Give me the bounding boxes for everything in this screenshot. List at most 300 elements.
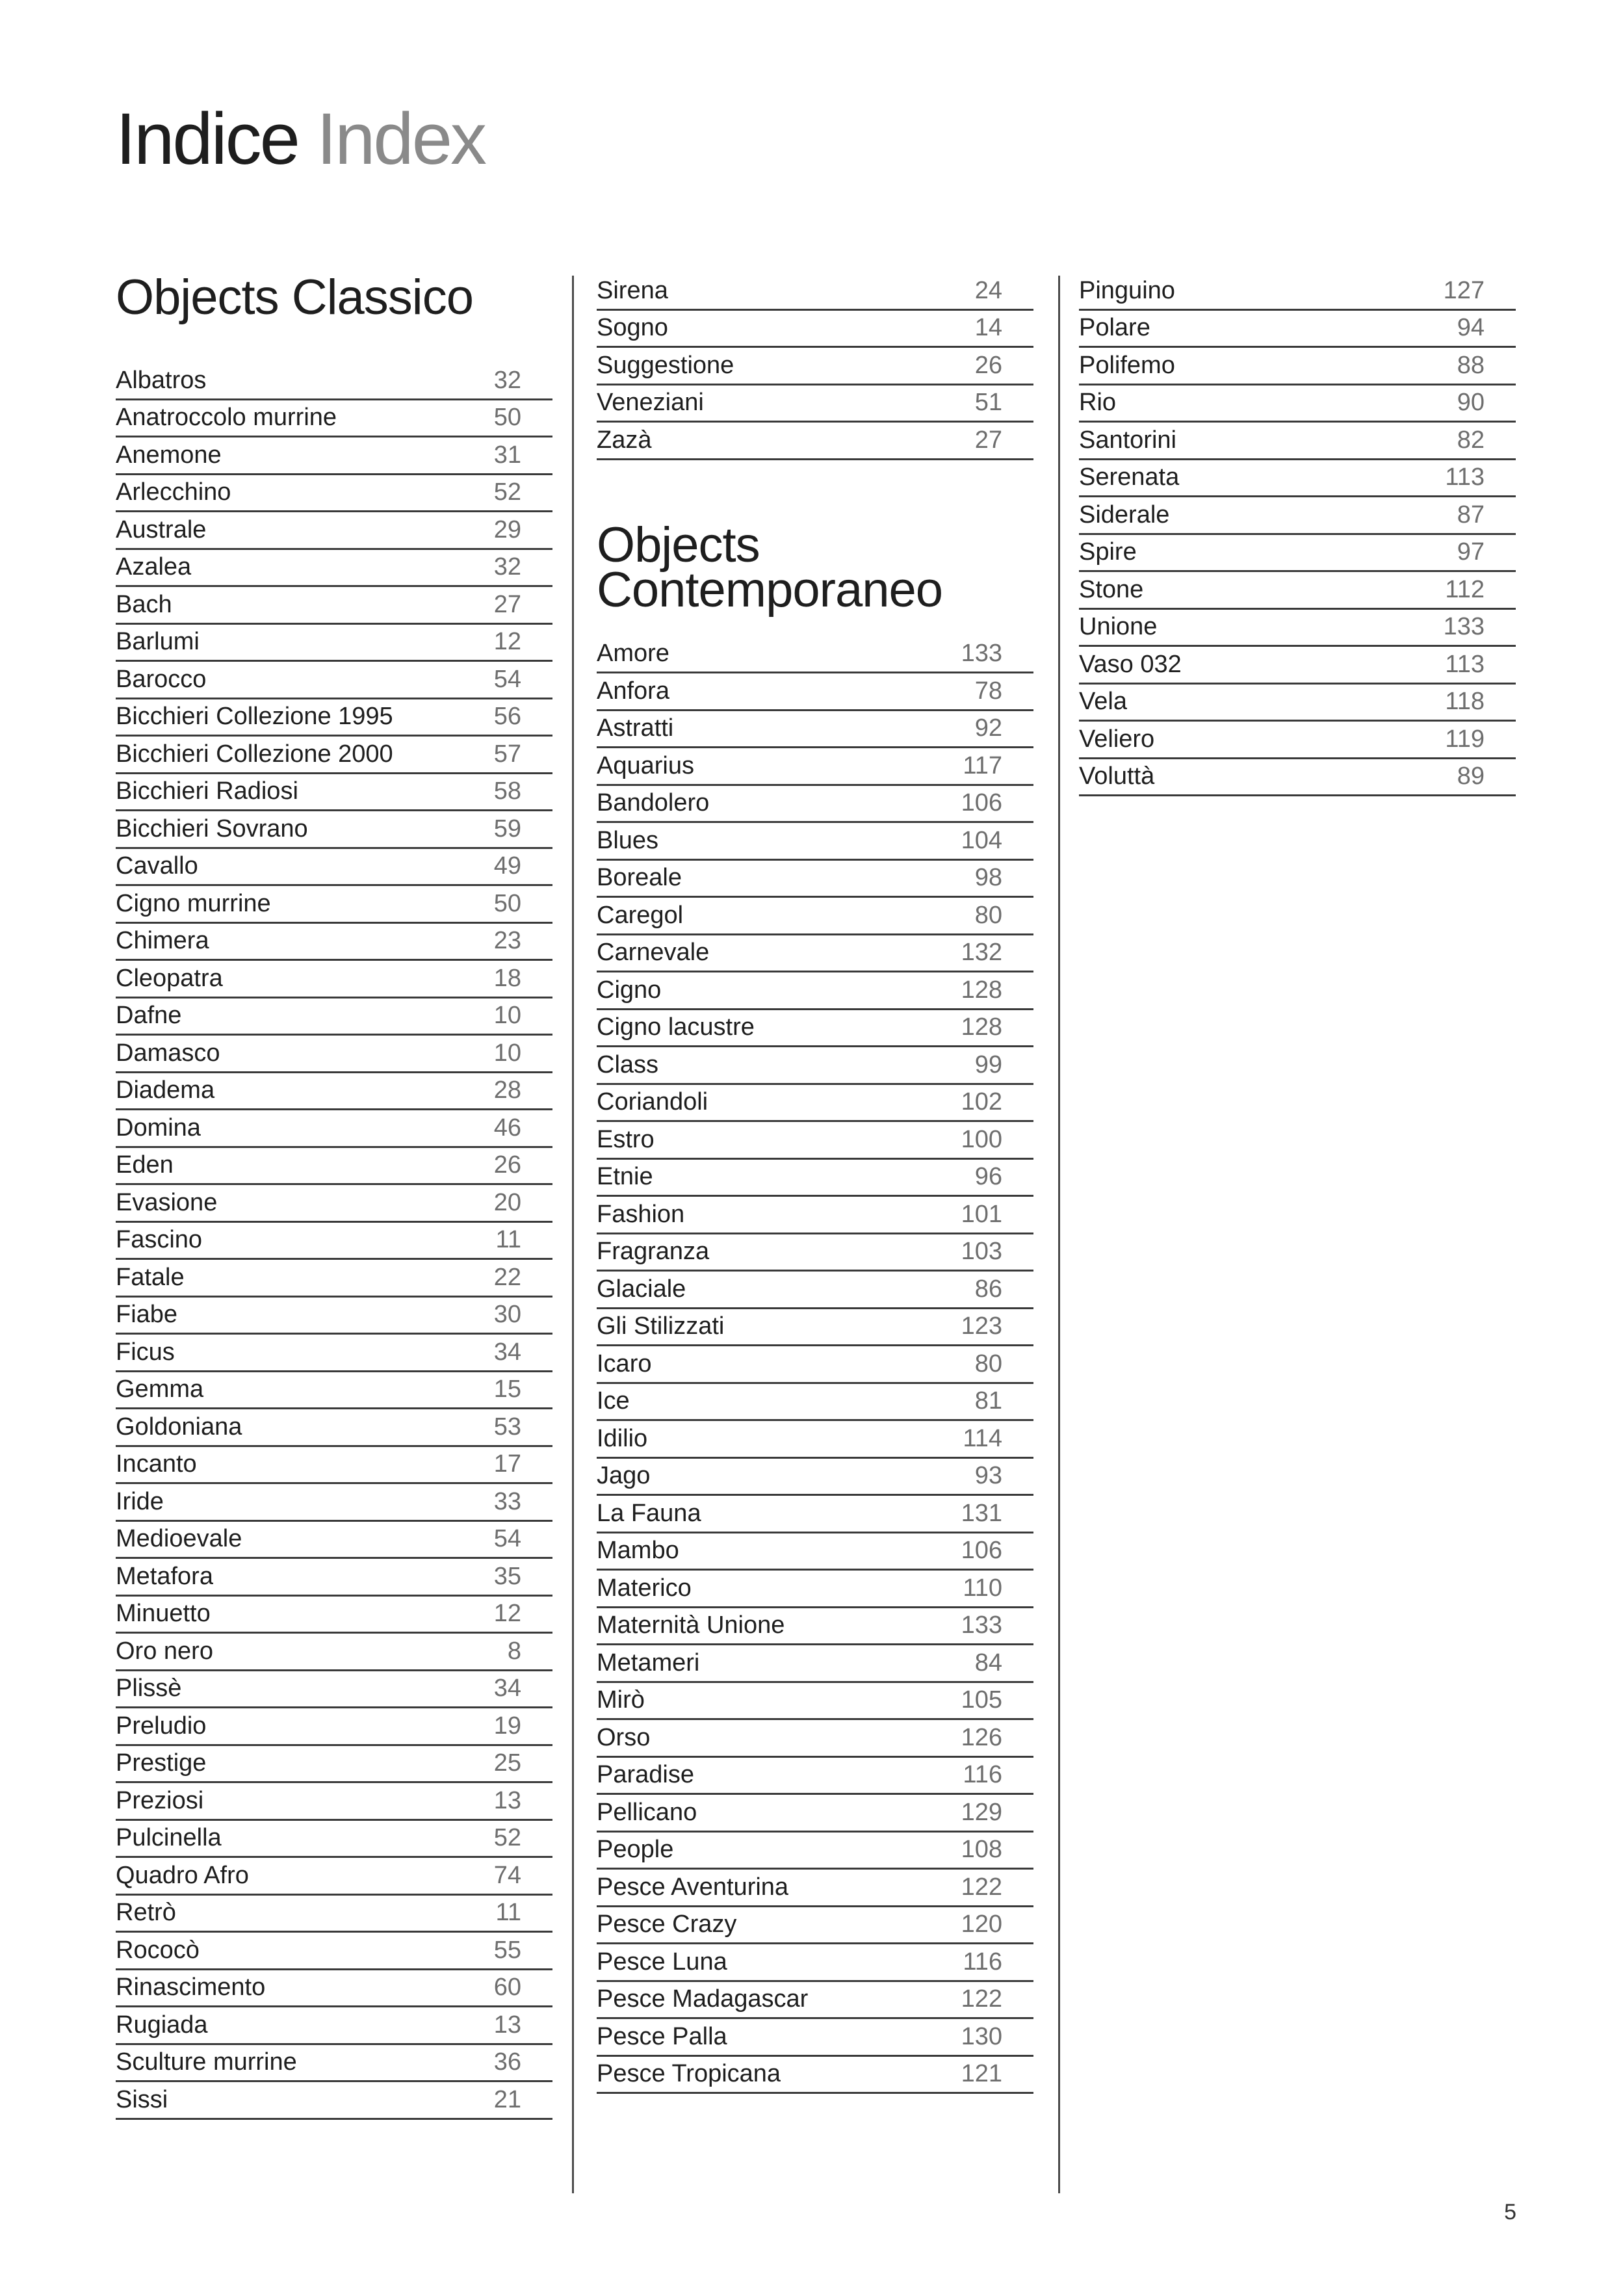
index-entry	[116, 924, 552, 961]
entry-name: Rinascimento	[116, 1974, 266, 2001]
entry-name: Bicchieri Collezione 1995	[116, 703, 393, 730]
entry-name: Cigno lacustre	[597, 1013, 755, 1041]
entry-page-number: 12	[493, 628, 521, 655]
entry-page-number: 112	[1445, 575, 1485, 603]
entry-name: Australe	[116, 515, 207, 543]
index-entry	[597, 1907, 1033, 1945]
entry-page-number: 58	[493, 777, 521, 805]
index-entry	[116, 1821, 552, 1859]
entry-page-number: 98	[974, 864, 1002, 891]
entry-page-number: 122	[961, 1873, 1002, 1901]
index-list	[597, 636, 1033, 2094]
index-entry	[597, 673, 1033, 711]
entry-page-number: 82	[1457, 426, 1485, 454]
entry-name: Paradise	[597, 1761, 694, 1788]
index-entry	[116, 437, 552, 475]
index-entry	[116, 737, 552, 774]
entry-page-number: 15	[493, 1376, 521, 1403]
entry-name: Bandolero	[597, 789, 710, 816]
index-entry	[116, 699, 552, 737]
index-entry	[116, 1783, 552, 1821]
entry-page-number: 49	[493, 852, 521, 880]
entry-name: Cleopatra	[116, 964, 223, 992]
entry-page-number: 24	[974, 276, 1002, 304]
entry-name: Minuetto	[116, 1600, 211, 1627]
entry-name: Serenata	[1079, 463, 1180, 491]
entry-name: La Fauna	[597, 1499, 701, 1527]
entry-name: Barlumi	[116, 628, 200, 655]
index-entry	[116, 1260, 552, 1298]
entry-page-number: 18	[493, 964, 521, 992]
index-entry	[1079, 273, 1516, 311]
entry-page-number: 27	[974, 426, 1002, 454]
entry-page-number: 34	[493, 1338, 521, 1366]
index-entry	[597, 1010, 1033, 1048]
entry-name: Fatale	[116, 1263, 185, 1291]
entry-page-number: 11	[495, 1226, 521, 1253]
entry-name: Glaciale	[597, 1275, 686, 1303]
entry-page-number: 104	[961, 826, 1002, 854]
index-entry	[116, 1185, 552, 1223]
entry-page-number: 17	[493, 1450, 521, 1478]
entry-name: Anatroccolo murrine	[116, 404, 337, 431]
index-entry	[116, 1223, 552, 1260]
entry-page-number: 129	[961, 1798, 1002, 1826]
entry-name: Pellicano	[597, 1798, 697, 1826]
entry-name: Iride	[116, 1487, 164, 1515]
entry-page-number: 84	[974, 1649, 1002, 1676]
index-list	[1079, 273, 1516, 796]
index-entry	[116, 363, 552, 400]
entry-name: Preludio	[116, 1712, 207, 1740]
entry-name: Aquarius	[597, 751, 694, 779]
index-entry	[597, 1720, 1033, 1758]
entry-name: Domina	[116, 1114, 201, 1141]
entry-page-number: 12	[493, 1600, 521, 1627]
entry-name: Pesce Madagascar	[597, 1985, 809, 2013]
entry-page-number: 133	[961, 1611, 1002, 1639]
entry-page-number: 52	[493, 478, 521, 506]
entry-name: Rugiada	[116, 2011, 208, 2039]
entry-name: Sogno	[597, 314, 668, 341]
index-entry	[116, 1559, 552, 1597]
entry-page-number: 108	[961, 1836, 1002, 1863]
entry-page-number: 10	[493, 1002, 521, 1029]
entry-name: People	[597, 1836, 674, 1863]
entry-page-number: 28	[493, 1076, 521, 1104]
entry-name: Prestige	[116, 1749, 207, 1777]
index-entry	[116, 475, 552, 513]
index-entry	[597, 1608, 1033, 1646]
index-entry	[597, 385, 1033, 423]
index-entry	[597, 636, 1033, 674]
entry-page-number: 86	[974, 1275, 1002, 1303]
entry-page-number: 74	[493, 1861, 521, 1889]
entry-page-number: 123	[961, 1312, 1002, 1340]
entry-page-number: 127	[1443, 276, 1485, 304]
index-entry	[116, 961, 552, 998]
index-entry	[116, 1896, 552, 1933]
entry-page-number: 122	[961, 1985, 1002, 2013]
entry-name: Goldoniana	[116, 1413, 242, 1441]
entry-page-number: 116	[963, 1761, 1002, 1788]
entry-name: Dafne	[116, 1002, 182, 1029]
index-entry	[597, 711, 1033, 749]
entry-page-number: 92	[974, 714, 1002, 742]
entry-name: Santorini	[1079, 426, 1176, 454]
index-entry	[1079, 535, 1516, 573]
index-entry	[597, 1346, 1033, 1384]
entry-name: Oro nero	[116, 1637, 213, 1665]
entry-name: Orso	[597, 1723, 651, 1751]
entry-name: Vaso 032	[1079, 650, 1182, 678]
index-entry	[116, 2082, 552, 2120]
index-entry	[1079, 759, 1516, 797]
index-entry	[597, 311, 1033, 348]
index-entry	[597, 1122, 1033, 1160]
entry-name: Spire	[1079, 538, 1137, 566]
entry-page-number: 106	[961, 789, 1002, 816]
entry-name: Anemone	[116, 441, 222, 469]
index-entry	[116, 1298, 552, 1335]
index-entry	[1079, 647, 1516, 685]
entry-name: Rio	[1079, 389, 1117, 416]
column-divider	[572, 276, 574, 2193]
index-entry	[116, 1447, 552, 1485]
entry-page-number: 130	[961, 2022, 1002, 2050]
entry-name: Jago	[597, 1462, 651, 1489]
entry-name: Class	[597, 1050, 659, 1078]
entry-name: Materico	[597, 1574, 692, 1602]
index-entry	[116, 587, 552, 625]
entry-name: Azalea	[116, 553, 192, 581]
index-column-3	[1079, 273, 1516, 796]
entry-page-number: 103	[961, 1238, 1002, 1265]
entry-page-number: 29	[493, 515, 521, 543]
entry-page-number: 102	[961, 1088, 1002, 1115]
entry-name: Bach	[116, 590, 172, 618]
index-entry	[597, 972, 1033, 1010]
entry-page-number: 11	[495, 1899, 521, 1926]
entry-name: Estro	[597, 1125, 655, 1153]
entry-name: Amore	[597, 640, 669, 667]
index-entry	[116, 1858, 552, 1896]
index-entry	[1079, 685, 1516, 722]
entry-name: Albatros	[116, 366, 207, 394]
entry-page-number: 119	[1445, 725, 1485, 753]
entry-page-number: 32	[493, 553, 521, 581]
entry-name: Coriandoli	[597, 1088, 708, 1115]
index-column-2	[597, 273, 1033, 2094]
index-entry	[116, 625, 552, 662]
index-entry	[597, 823, 1033, 861]
entry-name: Arlecchino	[116, 478, 231, 506]
entry-name: Caregol	[597, 901, 684, 929]
entry-name: Medioevale	[116, 1525, 242, 1552]
entry-page-number: 126	[961, 1723, 1002, 1751]
index-entry	[597, 348, 1033, 385]
entry-name: Boreale	[597, 864, 682, 891]
index-entry	[597, 1870, 1033, 1907]
entry-page-number: 26	[974, 351, 1002, 379]
entry-page-number: 118	[1445, 688, 1485, 715]
entry-page-number: 89	[1457, 763, 1485, 790]
entry-page-number: 23	[493, 927, 521, 954]
entry-page-number: 10	[493, 1039, 521, 1067]
entry-name: Sculture murrine	[116, 2048, 297, 2076]
index-entry	[116, 550, 552, 588]
index-entry	[116, 1671, 552, 1709]
section-title-classico: Objects Classico	[116, 270, 473, 325]
entry-name: Stone	[1079, 575, 1144, 603]
page-title-italian: Indice	[116, 98, 298, 179]
entry-page-number: 25	[493, 1749, 521, 1777]
index-entry	[597, 2057, 1033, 2094]
entry-page-number: 117	[963, 751, 1002, 779]
index-entry	[116, 1372, 552, 1410]
entry-page-number: 128	[961, 1013, 1002, 1041]
index-entry	[116, 400, 552, 438]
index-entry	[597, 1795, 1033, 1833]
index-entry	[116, 1746, 552, 1784]
index-entry	[116, 886, 552, 924]
entry-page-number: 51	[974, 389, 1002, 416]
entry-page-number: 50	[493, 404, 521, 431]
entry-name: Preziosi	[116, 1786, 204, 1814]
entry-page-number: 133	[961, 640, 1002, 667]
entry-name: Mambo	[597, 1537, 679, 1564]
entry-page-number: 81	[974, 1387, 1002, 1415]
entry-name: Cigno	[597, 976, 662, 1004]
index-entry	[116, 1933, 552, 1970]
index-entry	[116, 1409, 552, 1447]
entry-name: Unione	[1079, 613, 1158, 640]
entry-name: Eden	[116, 1151, 174, 1179]
index-entry	[597, 1645, 1033, 1683]
index-entry	[116, 1597, 552, 1634]
entry-page-number: 8	[507, 1637, 521, 1665]
entry-page-number: 31	[493, 441, 521, 469]
entry-name: Veneziani	[597, 389, 704, 416]
entry-name: Idilio	[597, 1424, 648, 1452]
entry-name: Siderale	[1079, 501, 1170, 528]
entry-name: Astratti	[597, 714, 674, 742]
entry-name: Sissi	[116, 2085, 168, 2113]
index-entry	[116, 1335, 552, 1372]
entry-name: Mirò	[597, 1686, 645, 1714]
entry-page-number: 80	[974, 1350, 1002, 1377]
entry-page-number: 133	[1443, 613, 1485, 640]
entry-name: Suggestione	[597, 351, 734, 379]
index-entry	[1079, 722, 1516, 759]
entry-name: Cigno murrine	[116, 889, 271, 917]
entry-page-number: 113	[1445, 650, 1485, 678]
index-entry	[597, 423, 1033, 460]
entry-page-number: 97	[1457, 538, 1485, 566]
entry-name: Cavallo	[116, 852, 198, 880]
entry-page-number: 20	[493, 1188, 521, 1216]
entry-name: Gemma	[116, 1376, 204, 1403]
entry-page-number: 128	[961, 976, 1002, 1004]
index-entry	[1079, 385, 1516, 423]
entry-page-number: 21	[493, 2085, 521, 2113]
entry-name: Polare	[1079, 314, 1150, 341]
index-entry	[597, 2019, 1033, 2057]
index-entry	[116, 998, 552, 1036]
page-title-english: Index	[317, 98, 485, 179]
entry-name: Metafora	[116, 1562, 213, 1590]
entry-page-number: 55	[493, 1936, 521, 1964]
index-entry	[597, 1197, 1033, 1234]
entry-page-number: 34	[493, 1675, 521, 1702]
index-entry	[116, 1708, 552, 1746]
entry-page-number: 110	[963, 1574, 1002, 1602]
index-entry	[597, 1272, 1033, 1309]
entry-page-number: 132	[961, 939, 1002, 966]
entry-page-number: 56	[493, 703, 521, 730]
index-entry	[116, 1036, 552, 1073]
index-entry	[597, 1833, 1033, 1870]
index-entry	[116, 2045, 552, 2083]
entry-name: Veliero	[1079, 725, 1155, 753]
index-entry	[116, 849, 552, 887]
entry-page-number: 19	[493, 1712, 521, 1740]
index-entry	[116, 662, 552, 699]
entry-name: Incanto	[116, 1450, 197, 1478]
index-list	[597, 273, 1033, 460]
entry-name: Pesce Crazy	[597, 1911, 737, 1938]
index-entry	[597, 1234, 1033, 1272]
entry-page-number: 26	[493, 1151, 521, 1179]
entry-name: Barocco	[116, 665, 207, 693]
index-entry	[597, 1683, 1033, 1721]
index-list	[116, 363, 552, 2120]
entry-name: Voluttà	[1079, 763, 1155, 790]
index-entry	[597, 1944, 1033, 1982]
entry-page-number: 30	[493, 1301, 521, 1328]
index-entry	[1079, 311, 1516, 348]
entry-name: Rococò	[116, 1936, 200, 1964]
index-entry	[116, 512, 552, 550]
entry-name: Pesce Palla	[597, 2022, 727, 2050]
index-entry	[597, 1496, 1033, 1533]
entry-name: Pesce Aventurina	[597, 1873, 789, 1901]
entry-name: Bicchieri Sovrano	[116, 815, 308, 842]
entry-page-number: 46	[493, 1114, 521, 1141]
index-entry	[597, 1421, 1033, 1459]
index-entry	[597, 1085, 1033, 1123]
page-title	[116, 98, 485, 179]
index-entry	[1079, 497, 1516, 535]
index-entry	[597, 748, 1033, 786]
index-column-1	[116, 270, 552, 2120]
entry-page-number: 99	[974, 1050, 1002, 1078]
entry-name: Ice	[597, 1387, 630, 1415]
entry-page-number: 106	[961, 1537, 1002, 1564]
entry-name: Retrò	[116, 1899, 176, 1926]
index-entry	[1079, 572, 1516, 610]
index-entry	[116, 1970, 552, 2008]
section-title-line: Objects	[597, 517, 760, 573]
entry-name: Etnie	[597, 1163, 653, 1190]
entry-name: Bicchieri Collezione 2000	[116, 740, 393, 768]
entry-page-number: 53	[493, 1413, 521, 1441]
entry-name: Vela	[1079, 688, 1127, 715]
index-entry	[116, 1148, 552, 1186]
entry-name: Pesce Luna	[597, 1948, 727, 1976]
index-entry	[116, 1073, 552, 1111]
entry-page-number: 121	[961, 2060, 1002, 2087]
entry-page-number: 131	[961, 1499, 1002, 1527]
entry-name: Chimera	[116, 927, 209, 954]
entry-name: Diadema	[116, 1076, 215, 1104]
entry-name: Sirena	[597, 276, 668, 304]
entry-page-number: 59	[493, 815, 521, 842]
entry-page-number: 90	[1457, 389, 1485, 416]
entry-page-number: 88	[1457, 351, 1485, 379]
index-entry	[597, 861, 1033, 898]
entry-name: Blues	[597, 826, 659, 854]
entry-page-number: 96	[974, 1163, 1002, 1190]
entry-page-number: 60	[493, 1974, 521, 2001]
entry-page-number: 22	[493, 1263, 521, 1291]
entry-page-number: 27	[493, 590, 521, 618]
entry-name: Gli Stilizzati	[597, 1312, 725, 1340]
entry-name: Carnevale	[597, 939, 710, 966]
entry-page-number: 120	[961, 1911, 1002, 1938]
index-entry	[597, 1533, 1033, 1571]
entry-page-number: 94	[1457, 314, 1485, 341]
entry-page-number: 113	[1445, 463, 1485, 491]
entry-page-number: 33	[493, 1487, 521, 1515]
index-entry	[597, 898, 1033, 935]
entry-page-number: 32	[493, 366, 521, 394]
entry-name: Ficus	[116, 1338, 175, 1366]
entry-name: Fragranza	[597, 1238, 710, 1265]
entry-page-number: 116	[963, 1948, 1002, 1976]
index-entry	[116, 1484, 552, 1522]
entry-name: Fashion	[597, 1200, 685, 1228]
index-entry	[116, 2007, 552, 2045]
entry-name: Anfora	[597, 677, 669, 705]
index-entry	[597, 1758, 1033, 1795]
entry-page-number: 78	[974, 677, 1002, 705]
index-entry	[597, 1571, 1033, 1608]
entry-page-number: 35	[493, 1562, 521, 1590]
entry-name: Fascino	[116, 1226, 203, 1253]
index-entry	[116, 1522, 552, 1559]
entry-page-number: 100	[961, 1125, 1002, 1153]
entry-name: Quadro Afro	[116, 1861, 249, 1889]
entry-name: Pulcinella	[116, 1824, 222, 1851]
entry-page-number: 54	[493, 1525, 521, 1552]
entry-page-number: 54	[493, 665, 521, 693]
entry-page-number: 13	[493, 1786, 521, 1814]
entry-page-number: 52	[493, 1824, 521, 1851]
entry-name: Damasco	[116, 1039, 220, 1067]
index-entry	[597, 1384, 1033, 1422]
entry-name: Zazà	[597, 426, 652, 454]
index-entry	[597, 1047, 1033, 1085]
index-entry	[116, 1110, 552, 1148]
index-entry	[1079, 610, 1516, 647]
entry-name: Pinguino	[1079, 276, 1175, 304]
entry-page-number: 36	[493, 2048, 521, 2076]
entry-name: Polifemo	[1079, 351, 1175, 379]
entry-page-number: 105	[961, 1686, 1002, 1714]
entry-page-number: 50	[493, 889, 521, 917]
entry-name: Metameri	[597, 1649, 700, 1676]
